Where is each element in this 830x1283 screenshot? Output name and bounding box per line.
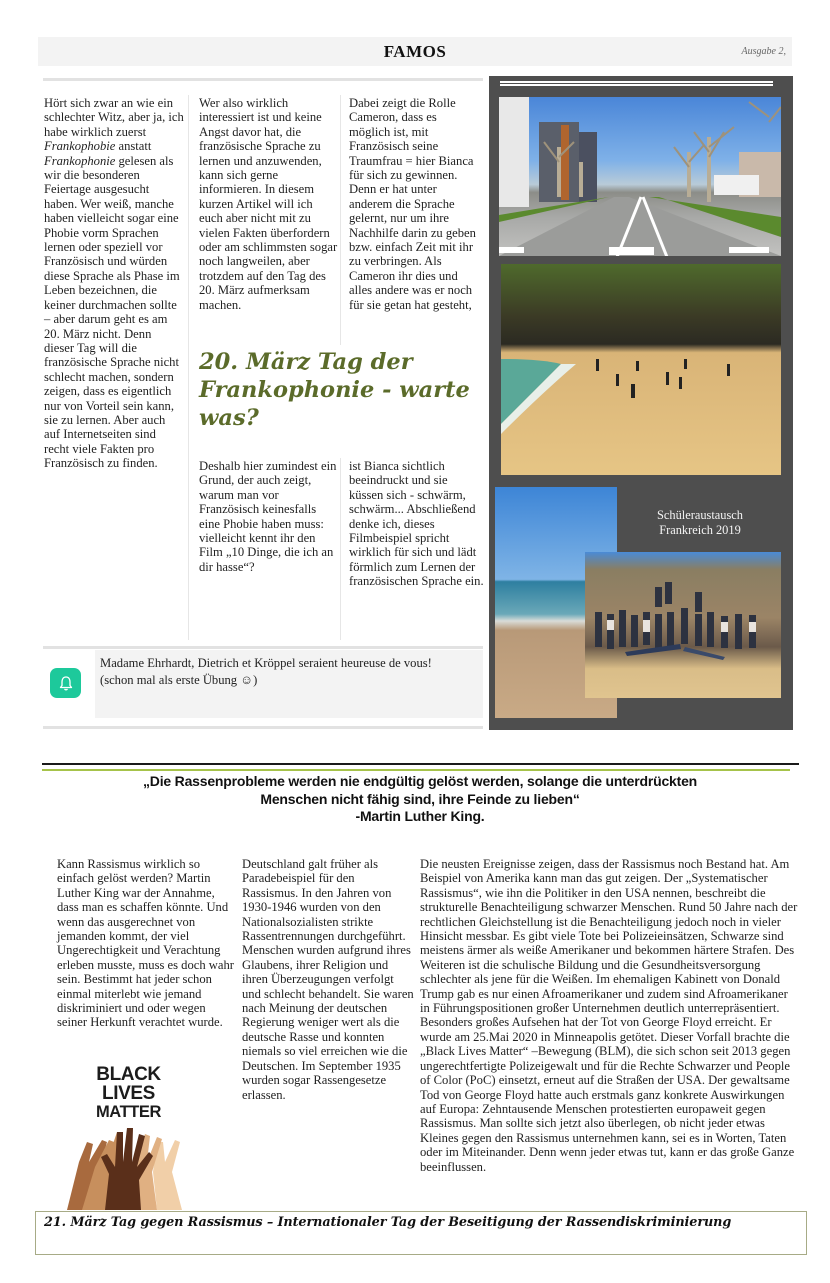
note-divider-bottom <box>43 726 483 729</box>
masthead <box>38 37 792 66</box>
caption-line-1: Schüleraustausch <box>656 508 744 522</box>
photo-caption <box>625 508 775 537</box>
article2-column-2: Deutschland galt früher als Paradebeispiel für den Rassismus. In den Jahren von 1930-1946 wurden von den Nationalsozialisten strikte Rassentrennungen durchgeführt. Menschen wurden aufgrund ihres Glaubens, ihrer Religion und ihren Überzeugungen verfolgt und schlecht behandelt. Sie waren nach Meinung der deutschen Regierung weniger wert als die deutsche Rasse und konnten niemals so viel erreichen wie die Deutschen. Im September 1935 wurden sogar Rassengesetze erlassen. <box>242 857 414 1102</box>
quote-author: -Martin Luther King. <box>355 808 485 824</box>
term-frankophonie: Frankophonie <box>44 153 116 168</box>
blm-line-1: BLACK <box>96 1064 161 1085</box>
bell-icon <box>50 668 81 698</box>
quote-line-1: „Die Rassenprobleme werden nie endgültig gelöst werden, solange die unterdrückten <box>142 773 698 789</box>
blm-line-2: LIVES <box>102 1082 155 1104</box>
blm-line-3: MATTER <box>95 1103 162 1121</box>
footer-banner <box>35 1211 807 1255</box>
black-lives-matter-logo <box>57 1062 200 1210</box>
article2-column-3: Die neusten Ereignisse zeigen, dass der Rassismus noch Bestand hat. Am Beispiel von Amerika kann man das gut zeigen. Der „Systematischer Rassismus“, wie ihn die Politiker in den USA nennen, beschreibt die strukturelle Benachteiligung schwarzer Menschen. Rund 50 Jahre nach der rechtlichen Gleichstellung ist die Benachteiligung jedoch noch in vieler Hinsicht messbar. Es gibt viele Tote bei Polizeieinsätzen, Schwarze sind meistens ärmer als weiße Amerikaner und bekommen härtere Strafen. Des Weiteren ist die schulische Bildung und die Gesundheitsversorgung schlechter als jene für die Weißen. Im ehemaligen Kabinett von Donald Trump gab es nur einen Afroamerikaner und zudem sind Afroamerikaner in Führungspositionen großer Unternehmen deutlich unterrepräsentiert. Besonders großes Aufsehen hat der Tot von George Floyd erreicht. Er wurde am 25.Mai 2020 in Minneapolis getötet. Dieser Vorfall brachte die „Black Lives Matter“ –Bewegung (BLM), die sich schon seit 2013 gegen ungerechtfertigte Polizeigewalt und für die Rechte Schwarzer und People of Color (PoC) einsetzt, erneut auf die Straßen der USA. Der gewaltsame Tod von George Floyd hatte auch erstmals ganz konkrete Auswirkungen auf Europa: Zehntausende Menschen protestierten europaweit gegen Rassismus. Man sollte sich jetzt also überlegen, ob nicht jeder etwas Kleines gegen den Rassismus unternehmen kann, sei es in Worten, Taten oder im Miteinander. Denn wenn jeder etwas tut, kann er das große Ganze beeinflussen. <box>420 857 798 1174</box>
article1-headline: 20. März Tag der Frankophonie - warte was? <box>199 349 470 431</box>
group-photo <box>585 552 781 698</box>
mlk-quote <box>60 773 780 826</box>
column-divider <box>340 95 341 345</box>
section-divider-green <box>42 769 790 771</box>
note-line-1: Madame Ehrhardt, Dietrich et Kröppel seraient heureuse de vous! <box>100 656 432 670</box>
caption-line-2: Frankreich 2019 <box>659 522 741 537</box>
footer-title: 21. März Tag gegen Rassismus – Internationaler Tag der Beseitigung der Rassendiskriminierung <box>44 1215 732 1230</box>
term-frankophobie: Frankophobie <box>44 139 116 154</box>
issue-label: Ausgabe 2, <box>741 46 786 57</box>
article1-column-2-bottom: Deshalb hier zumindest ein Grund, der auch zeigt, warum man vor Französisch keinesfalls eine Phobie haben muss: vielleicht kennt ihr den Film „10 Dinge, die ich an dir hasse“? <box>199 459 337 574</box>
divider-top <box>43 78 483 81</box>
article1-column-3-bottom: ist Bianca sichtlich beeindruckt und sie küssen sich - schwärm, schwärm... Abschließend denke ich, dieses Filmbeispiel spricht wirklich für sich und lädt förmlich zum Lernen der französischen Sprache ein. <box>349 459 484 589</box>
column-divider <box>340 458 341 640</box>
street-photo <box>499 97 781 256</box>
section-divider-black <box>42 763 799 765</box>
article1-column-3-top: Dabei zeigt die Rolle Cameron, dass es möglich ist, mit Französisch seine Traumfrau = hier Bianca für sich zu gewinnen. Denn er hat unter anderem die Sprache gelernt, nur um ihre Nachhilfe darin zu geben bzw. einfach Zeit mit ihr zu verbringen. Als Cameron ihr dies und alles andere was er noch für sie getan hat gesteht, <box>349 96 476 312</box>
note-divider-top <box>43 646 483 649</box>
quote-line-2: Menschen nicht fähig sind, ihre Feinde zu lieben“ <box>260 790 580 807</box>
beach-photo <box>501 264 781 475</box>
column-divider <box>188 95 189 640</box>
article1-col1-text-b: anstatt <box>115 139 152 154</box>
article1-column-2-top: Wer also wirklich interessiert ist und keine Angst davor hat, die französische Sprache zu lernen und anzuwenden, kann sich gerne informieren. In diesem kurzen Artikel will ich euch aber nicht mit zu vielen Fakten überfordern oder am schlimmsten sogar noch langweilen, aber trotzdem auf den Tag des 20. März aufmerksam machen. <box>199 96 338 312</box>
article1-column-1 <box>44 96 184 471</box>
article2-column-1: Kann Rassismus wirklich so einfach gelöst werden? Martin Luther King war der Annahme, dass man es schaffen könnte. Und wenn das ausgerechnet von jemanden kommt, der viel Ungerechtigkeit und Verachtung erleben musste, muss es doch wahr sein. Bestimmt hat jeder schon einmal miterlebt wie jemand diskriminiert und oder wegen seiner Herkunft verachtet wurde. <box>57 857 234 1030</box>
raised-hands-icon <box>57 1062 200 1210</box>
note-line-2: (schon mal als erste Übung ☺) <box>100 673 258 687</box>
newspaper-title: FAMOS <box>383 42 447 61</box>
article1-col1-text-c: gelesen als wir die besonderen Feiertage ausgesucht haben. Wer weiß, manche haben vielleicht sogar eine Phobie vorm Sprachen lernen oder speziell vor Französisch und würden diese Sprache als Phase im Leben bezeichnen, die keiner durchmachen sollte – aber darum geht es am 20. März nicht. Denn dieser Tag will die französische Sprache nicht schlecht machen, sondern zeigen, dass es eigentlich nur von Vorteil sein kann, sie zu lernen. Aber auch auf Internetseiten sind recht viele Fakten pro Französisch zu finden. <box>44 153 180 471</box>
panel-double-rule <box>500 81 773 86</box>
article1-col1-text-a: Hört sich zwar an wie ein schlechter Witz, aber ja, ich habe wirklich zuerst <box>44 96 184 139</box>
note-text <box>100 655 484 689</box>
